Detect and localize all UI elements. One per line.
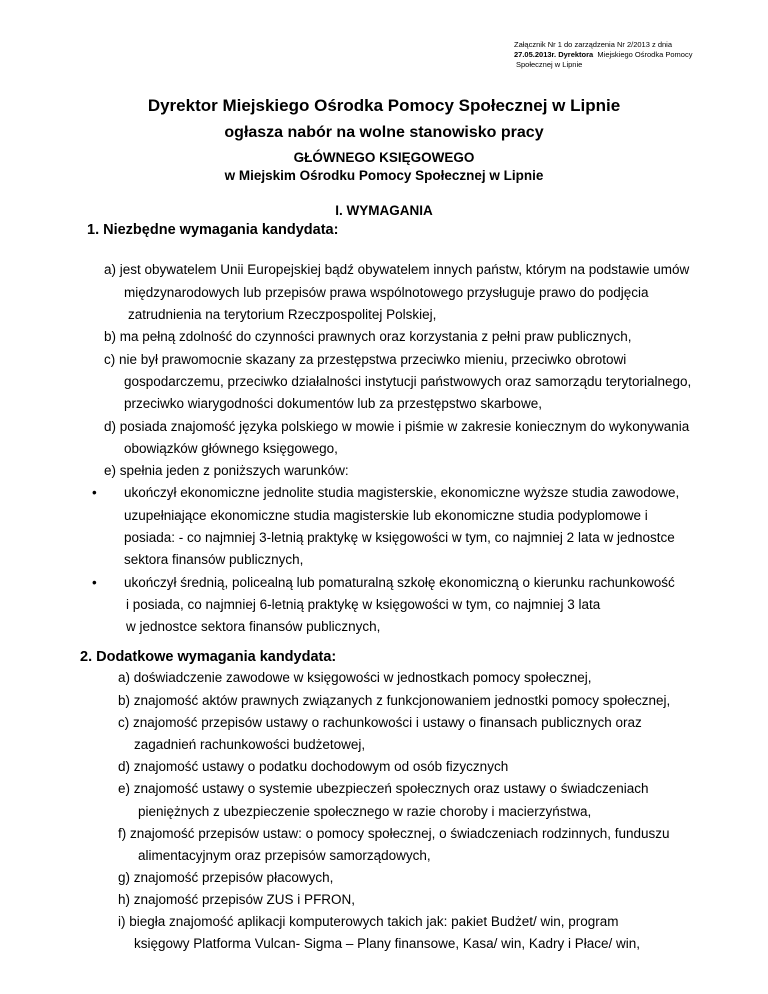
section2-line: d) znajomość ustawy o podatku dochodowym od osób fizycznych [118, 759, 509, 774]
section2-line: i) biegła znajomość aplikacji komputerowych takich jak: pakiet Budżet/ win, program [118, 914, 619, 929]
section1-line: sektora finansów publicznych, [124, 552, 304, 567]
attachment-note-line1: Załącznik Nr 1 do zarządzenia Nr 2/2013 z dnia [514, 40, 672, 49]
section1-line: przeciwko wiarygodności dokumentów lub za przestępstwo skarbowe, [124, 396, 542, 411]
section2-line: b) znajomość aktów prawnych związanych z funkcjonowaniem jednostki pomocy społecznej, [118, 693, 671, 708]
section1-line: e) spełnia jeden z poniższych warunków: [104, 463, 349, 478]
section2-heading: 2. Dodatkowe wymagania kandydata: [80, 649, 337, 665]
section2-line: h) znajomość przepisów ZUS i PFRON, [118, 892, 356, 907]
section1-line: ukończył ekonomiczne jednolite studia magisterskie, ekonomiczne wyższe studia zawodowe, [124, 485, 680, 500]
section2-line: g) znajomość przepisów płacowych, [118, 870, 334, 885]
section2-line: e) znajomość ustawy o systemie ubezpieczeń społecznych oraz ustawy o świadczeniach [118, 781, 649, 796]
section1-line: d) posiada znajomość języka polskiego w mowie i piśmie w zakresie koniecznym do wykonywania [104, 419, 690, 434]
section2-line: alimentacyjnym oraz przepisów samorządowych, [138, 848, 431, 863]
section1-line: zatrudnienia na terytorium Rzeczpospolitej Polskiej, [128, 307, 437, 322]
section2-line: c) znajomość przepisów ustawy o rachunkowości i ustawy o finansach publicznych oraz [118, 715, 642, 730]
section2-line: zagadnień rachunkowości budżetowej, [134, 737, 366, 752]
section-requirements-heading: I. WYMAGANIA [335, 203, 433, 218]
position-name: GŁÓWNEGO KSIĘGOWEGO [293, 150, 475, 165]
bullet-icon: • [92, 575, 97, 590]
section1-line: gospodarczemu, przeciwko działalności instytucji państwowych oraz samorządu terytorialnego, [124, 374, 692, 389]
section1-line: i posiada, co najmniej 6-letnią praktykę w księgowości w tym, co najmniej 3 lata [126, 597, 601, 612]
section1-line: a) jest obywatelem Unii Europejskiej bądź obywatelem innych państw, którym na podstawie umów [104, 262, 690, 277]
section1-heading: 1. Niezbędne wymagania kandydata: [87, 222, 339, 238]
bullet-icon: • [92, 485, 97, 500]
section1-line: posiada: - co najmniej 3-letnią praktykę w księgowości w tym, co najmniej 2 lata w jednostce [124, 530, 675, 545]
section1-line: obowiązków głównego księgowego, [124, 441, 338, 456]
section1-line: międzynarodowych lub przepisów prawa wspólnotowego przysługuje prawo do podjęcia [124, 285, 649, 300]
section2-line: księgowy Platforma Vulcan- Sigma – Plany finansowe, Kasa/ win, Kadry i Płace/ win, [134, 936, 640, 951]
attachment-date: 27.05.2013r. Dyrektora [514, 50, 594, 59]
document-title: Dyrektor Miejskiego Ośrodka Pomocy Społecznej w Lipnie [147, 96, 621, 115]
document-subtitle: ogłasza nabór na wolne stanowisko pracy [224, 124, 544, 141]
attachment-note-line2 [514, 50, 692, 60]
attachment-institution: Miejskiego Ośrodka Pomocy [597, 50, 693, 59]
section1-line: ukończył średnią, policealną lub pomaturalną szkołę ekonomiczną o kierunku rachunkowość [124, 575, 675, 590]
section2-line: a) doświadczenie zawodowe w księgowości w jednostkach pomocy społecznej, [118, 670, 592, 685]
section2-line: pieniężnych z ubezpieczenie społecznego w razie choroby i macierzyństwa, [138, 804, 592, 819]
section1-line: uzupełniające ekonomiczne studia magisterskie lub ekonomiczne studia podyplomowe i [124, 508, 648, 523]
institution-name: w Miejskim Ośrodku Pomocy Społecznej w Lipnie [224, 168, 544, 183]
attachment-note-line3: Społecznej w Lipnie [516, 60, 583, 69]
section1-line: c) nie był prawomocnie skazany za przestępstwa przeciwko mieniu, przeciwko obrotowi [104, 352, 627, 367]
section2-line: f) znajomość przepisów ustaw: o pomocy społecznej, o świadczeniach rodzinnych, funduszu [118, 826, 670, 841]
section1-line: w jednostce sektora finansów publicznych, [126, 619, 381, 634]
section1-line: b) ma pełną zdolność do czynności prawnych oraz korzystania z pełni praw publicznych, [104, 329, 632, 344]
